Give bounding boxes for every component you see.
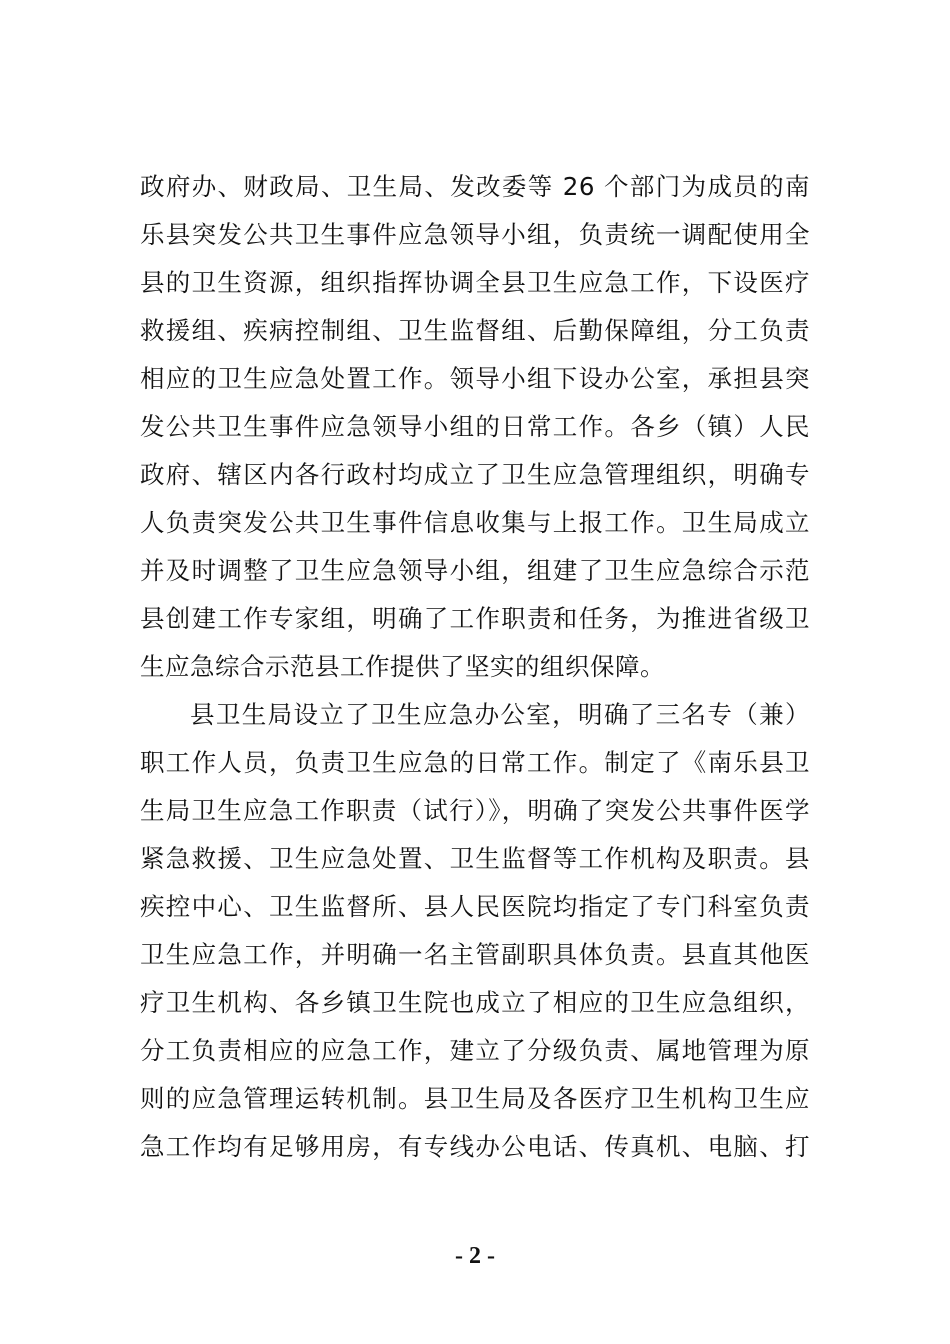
page-number: - 2 - — [455, 1243, 495, 1269]
text-line: 政府办、财政局、卫生局、发改委等 26 个部门为成员的南 — [140, 172, 810, 201]
text-line: 分工负责相应的应急工作，建立了分级负责、属地管理为原 — [140, 1036, 810, 1065]
text-line: 人负责突发公共卫生事件信息收集与上报工作。卫生局成立 — [140, 508, 810, 537]
text-line: 乐县突发公共卫生事件应急领导小组，负责统一调配使用全 — [140, 220, 810, 249]
text-line: 县卫生局设立了卫生应急办公室，明确了三名专（兼） — [190, 700, 810, 729]
text-line: 职工作人员，负责卫生应急的日常工作。制定了《南乐县卫 — [140, 748, 810, 777]
text-line: 县创建工作专家组，明确了工作职责和任务，为推进省级卫 — [140, 604, 810, 633]
text-line: 相应的卫生应急处置工作。领导小组下设办公室，承担县突 — [140, 364, 810, 393]
text-line: 急工作均有足够用房，有专线办公电话、传真机、电脑、打 — [140, 1132, 810, 1161]
text-line: 紧急救援、卫生应急处置、卫生监督等工作机构及职责。县 — [140, 844, 810, 873]
text-line: 政府、辖区内各行政村均成立了卫生应急管理组织，明确专 — [140, 460, 810, 489]
text-line: 并及时调整了卫生应急领导小组，组建了卫生应急综合示范 — [140, 556, 810, 585]
text-line: 救援组、疾病控制组、卫生监督组、后勤保障组，分工负责 — [140, 316, 810, 345]
text-line: 疾控中心、卫生监督所、县人民医院均指定了专门科室负责 — [140, 892, 810, 921]
text-line: 生应急综合示范县工作提供了坚实的组织保障。 — [140, 652, 665, 681]
text-line: 疗卫生机构、各乡镇卫生院也成立了相应的卫生应急组织， — [140, 988, 810, 1017]
text-line: 发公共卫生事件应急领导小组的日常工作。各乡（镇）人民 — [140, 412, 810, 441]
text-line: 卫生应急工作，并明确一名主管副职具体负责。县直其他医 — [140, 940, 810, 969]
text-line: 生局卫生应急工作职责（试行）》，明确了突发公共事件医学 — [140, 796, 810, 825]
text-line: 则的应急管理运转机制。县卫生局及各医疗卫生机构卫生应 — [140, 1084, 810, 1113]
text-line: 县的卫生资源，组织指挥协调全县卫生应急工作，下设医疗 — [140, 268, 810, 297]
